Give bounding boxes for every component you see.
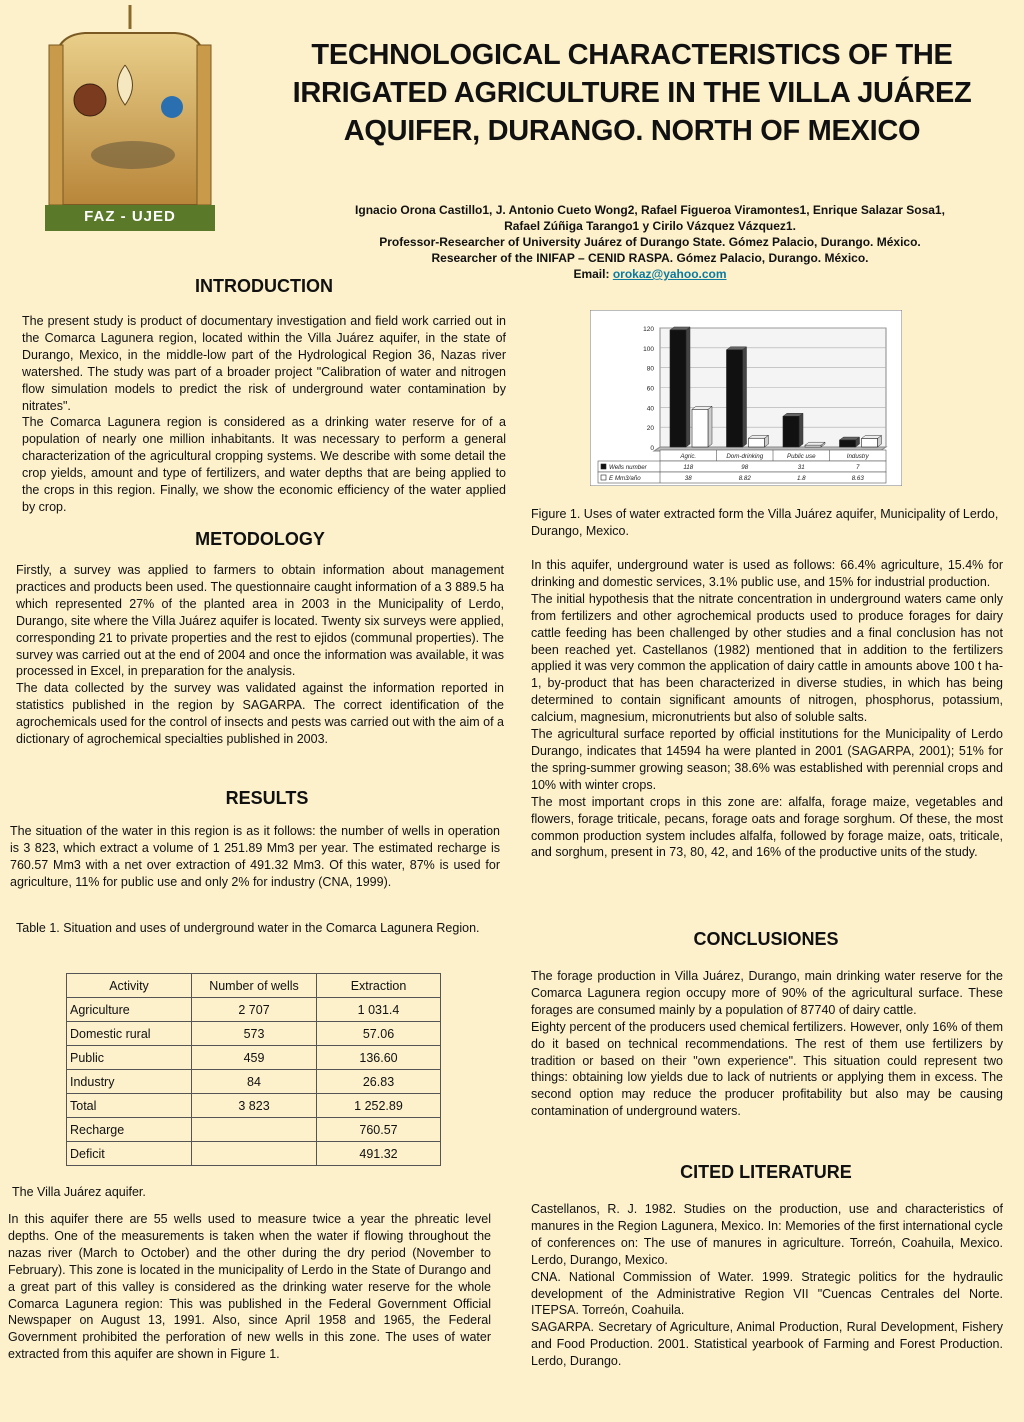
email-link[interactable]: orokaz@yahoo.com	[612, 267, 727, 281]
bar-extraction-3	[862, 438, 878, 447]
introduction-paragraph-2: The Comarca Lagunera region is considered as a drinking water reserve for of a population of nearly one million inhabitants. It was necessary to perform a general characterization of the agricultural cropping systems. We describe with some detail the crop yields, amount and type of fertilizers, and water depths that are being applied to the crops in this region. Finally, we show the economic efficiency of the water applied by crop.	[22, 415, 506, 514]
table-cell	[192, 1142, 317, 1166]
table-cell: Recharge	[67, 1118, 192, 1142]
bar-top	[805, 442, 825, 445]
table-cell: Deficit	[67, 1142, 192, 1166]
bar-extraction-2	[805, 445, 821, 447]
authors-block	[345, 202, 955, 282]
table-cell: Total	[67, 1094, 192, 1118]
table-row	[67, 998, 441, 1022]
conclusions-paragraph-2: Eighty percent of the producers used chemical fertilizers. However, only 16% of them do it based on technical recommendations. The rest of them use fertilizers by tradition or based on their "own experience". This situation could represent two things: obtaining low yields due to lack of nutrients or applying them in excess. The second option may reduce the producer profitability but also may be causing contamination of underground waters.	[531, 1019, 1003, 1119]
table-row	[67, 1142, 441, 1166]
bar-wells-3	[840, 440, 856, 447]
table-caption: Table 1. Situation and uses of underground water in the Comarca Lagunera Region.	[16, 921, 480, 935]
legend-swatch	[601, 464, 606, 469]
table-cell: Industry	[67, 1070, 192, 1094]
logo-text: FAZ - UJED	[84, 208, 176, 225]
table-cell: 2 707	[192, 998, 317, 1022]
legend-series-name: E Mm3/año	[609, 475, 641, 482]
legend-swatch	[601, 475, 606, 480]
x-category-label: Industry	[846, 453, 869, 460]
affiliation-1: Professor-Researcher of University Juárez of Durango State. Gómez Palacio, Durango. México.	[379, 235, 921, 249]
y-tick-label: 60	[646, 385, 654, 393]
methodology-paragraph-2: The data collected by the survey was validated against the information reported in statistics published in the region by SAGARPA. The correct identification of the agrochemicals used for the control of insects and pests was carried out with the aim of a dictionary of agrochemical specialties published in 2003.	[16, 681, 504, 747]
author-list: Ignacio Orona Castillo1, J. Antonio Cueto Wong2, Rafael Figueroa Viramontes1, Enrique Salazar Sosa1, Rafael Zúñiga Tarango1 y Cirilo Vázquez Vázquez1.	[355, 203, 945, 233]
legend-series-name: Wells number	[609, 464, 647, 471]
right-paragraph-3: The agricultural surface reported by official institutions for the Municipality of Lerdo Durango, indicates that 14594 ha were planted in 2001 (SAGARPA, 2001); 51% for the spring-summer growing season; 38.6% was established with perennial crops and 10% with winter crops.	[531, 727, 1003, 792]
data-value-label: 98	[741, 464, 749, 471]
table-cell: 3 823	[192, 1094, 317, 1118]
right-paragraph-1: In this aquifer, underground water is used as follows: 66.4% agriculture, 15.4% for drinking and domestic services, 3.1% public use, and 15% for industrial production.	[531, 558, 1003, 589]
bar-side	[708, 406, 712, 447]
literature-text	[531, 1201, 1003, 1370]
water-use-table	[66, 973, 441, 1166]
data-value-label: 1.8	[796, 475, 806, 482]
table-row	[67, 1022, 441, 1046]
table-cell: 84	[192, 1070, 317, 1094]
y-tick-label: 120	[643, 326, 654, 333]
right-paragraph-4: The most important crops in this zone are: alfalfa, forage maize, vegetables and flowers, forage triticale, pecans, forage oats and forage sorghum. Of these, the most common production system includes alfalfa, followed by forage maize, oats, triticale, and sorghum, present in 73, 80, 42, and 16% of the productive units of the study.	[531, 794, 1003, 860]
y-tick-label: 20	[646, 425, 654, 433]
table-row	[67, 1046, 441, 1070]
bar-side	[686, 327, 690, 447]
data-value-label: 8.82	[738, 475, 751, 482]
email-label: Email:	[573, 267, 610, 281]
table-cell: 573	[192, 1022, 317, 1046]
results-text	[10, 823, 500, 891]
bar-top	[727, 347, 747, 350]
table-cell	[192, 1118, 317, 1142]
table-row	[67, 1094, 441, 1118]
table-cell: Public	[67, 1046, 192, 1070]
table-header-activity: Activity	[67, 974, 192, 998]
x-category-label: Public use	[786, 453, 816, 460]
figure-caption: Figure 1. Uses of water extracted form the Villa Juárez aquifer, Municipality of Lerdo, Durango, Mexico.	[531, 507, 999, 538]
methodology-paragraph-1: Firstly, a survey was applied to farmers to obtain information about management practices and products been used. The questionnaire caught information of a 3 889.5 ha which represented 27% of the planted area in 2003 in the Municipality of Lerdo, Durango, site where the Villa Juárez aquifer is located. Twenty six surveys were applied, corresponding 21 to private properties and the rest to ejidos (communal properties). The survey was carried out at the end of 2004 and once the information was available, it was processed in Excel, in preparation for the analysis.	[16, 563, 504, 679]
data-value-label: 8.63	[851, 475, 864, 482]
table-header-row	[67, 974, 441, 998]
affiliation-2: Researcher of the INIFAP – CENID RASPA. Gómez Palacio, Durango. México.	[431, 251, 869, 265]
bar-top	[840, 437, 860, 440]
y-tick-label: 40	[646, 405, 654, 413]
reference-3: SAGARPA. Secretary of Agriculture, Animal Production, Rural Development, Fishery and Food Production. 2001. Statistical yearbook of Farming and Forest Production. Lerdo, Durango.	[531, 1320, 1003, 1369]
aquifer-subtitle: The Villa Juárez aquifer.	[12, 1185, 146, 1199]
introduction-text	[22, 313, 506, 516]
methodology-heading: METODOLOGY	[195, 529, 325, 549]
bar-side	[799, 413, 803, 447]
bar-top	[749, 435, 769, 438]
reference-2: CNA. National Commission of Water. 1999. Strategic politics for the hydraulic development of the Administrative Region VII "Cuencas Centrales del Norte. ITEPSA. Torreón, Coahuila.	[531, 1269, 1003, 1318]
x-category-label: Dom-drinking	[726, 453, 764, 460]
table-cell: Agriculture	[67, 998, 192, 1022]
bar-top	[670, 327, 690, 330]
introduction-heading: INTRODUCTION	[195, 276, 333, 296]
email-line	[345, 266, 955, 282]
table-row	[67, 1070, 441, 1094]
table-cell: 760.57	[317, 1118, 441, 1142]
table-header-extraction: Extraction	[317, 974, 441, 998]
table-cell: 1 031.4	[317, 998, 441, 1022]
literature-heading: CITED LITERATURE	[680, 1162, 852, 1182]
y-tick-label: 0	[650, 445, 654, 452]
bar-top	[783, 413, 803, 416]
bar-top	[862, 435, 882, 438]
table-row	[67, 1118, 441, 1142]
conclusions-heading: CONCLUSIONES	[693, 929, 839, 949]
bar-extraction-1	[749, 438, 765, 447]
introduction-paragraph-1: The present study is product of documentary investigation and field work carried out in the Comarca Lagunera region, located within the Villa Juárez aquifer, in the state of Durango, Mexico, in the middle-low part of the Hydrological Region 36, Nazas river watershed. The study was part of a broader project "Calibration of water and nitrogen flow simulation models to predict the risk of underground water contamination by nitrates".	[22, 314, 506, 413]
faz-ujed-logo	[45, 5, 215, 233]
methodology-text	[16, 562, 504, 748]
y-tick-label: 100	[643, 345, 654, 353]
bar-wells-1	[727, 350, 743, 447]
table-cell: 1 252.89	[317, 1094, 441, 1118]
figure-1-chart	[590, 310, 902, 486]
table-cell: Domestic rural	[67, 1022, 192, 1046]
data-value-label: 38	[684, 475, 692, 482]
data-value-label: 7	[856, 464, 860, 471]
y-tick-label: 80	[646, 365, 654, 373]
table-cell: 491.32	[317, 1142, 441, 1166]
conclusions-text	[531, 968, 1003, 1120]
table-cell: 459	[192, 1046, 317, 1070]
table-header-wells: Number of wells	[192, 974, 317, 998]
results-heading: RESULTS	[225, 788, 309, 808]
aquifer-text: In this aquifer there are 55 wells used to measure twice a year the phreatic level depths. One of the measurements is taken when the water if flowing throughout the nazas river (March to October) and the other during the dry period (November to February). This zone is located in the municipality of Lerdo in the State of Durango and a great part of this valley is considered as the drinking water reserve for the whole Comarca Lagunera region: This was published in the Federal Government Official Newspaper on August 13, 1991. Also, since April 1958 and 1965, the Federal Government prohibited the perforation of new wells in this zone. The uses of water extracted from this aquifer are shown in Figure 1.	[8, 1212, 491, 1362]
results-paragraph: The situation of the water in this region is as it follows: the number of wells in operation is 3 823, which extract a volume of 1 251.89 Mm3 per year. The estimated recharge is 760.57 Mm3 with a net over extraction of 491.32 Mm3. Of this water, 87% is used for agriculture, 11% for public use and only 2% for industry (CNA, 1999).	[10, 824, 500, 889]
bar-top	[692, 406, 712, 409]
data-value-label: 118	[683, 464, 694, 471]
data-value-label: 31	[797, 464, 805, 471]
bar-extraction-0	[692, 409, 708, 447]
bar-side	[743, 347, 747, 447]
table-cell: 57.06	[317, 1022, 441, 1046]
conclusions-paragraph-1: The forage production in Villa Juárez, Durango, main drinking water reserve for the Comarca Lagunera region occupy more of 90% of the agricultural surface. These forages are consumed mainly by a population of 87740 of dairy cattle.	[531, 969, 1003, 1017]
table-cell: 136.60	[317, 1046, 441, 1070]
x-category-label: Agric.	[680, 453, 697, 460]
right-paragraph-2: The initial hypothesis that the nitrate concentration in underground waters came only from fertilizers and other agrochemical products used to produce forages for dairy cattle feeding has been challenged by other studies and a final conclusion has not been reached yet. Castellanos (1982) mentioned that in addition to the fertilizers applied it was very common the application of dairy cattle in amounts above 100 t ha-1, by-product that has been characterized in diverse studies, in which has being determined to contain significant amounts of nitrogen, phosphorus, potassium, calcium, magnesium, micronutrients but also of soluble salts.	[531, 591, 1003, 725]
bar-wells-0	[670, 330, 686, 447]
bar-wells-2	[783, 416, 799, 447]
poster-title: TECHNOLOGICAL CHARACTERISTICS OF THE IRRIGATED AGRICULTURE IN THE VILLA JUÁREZ AQUIFER, DURANGO. NORTH OF MEXICO	[292, 39, 972, 147]
table-cell: 26.83	[317, 1070, 441, 1094]
reference-1: Castellanos, R. J. 1982. Studies on the production, use and characteristics of manures in the Region Lagunera, Mexico. In: Memories of the first international cycle of conferences on: The use of manures in agriculture. Torreón, Coahuila, Mexico. Lerdo, Durango, Mexico.	[531, 1202, 1003, 1267]
water-use-text	[531, 557, 1003, 861]
